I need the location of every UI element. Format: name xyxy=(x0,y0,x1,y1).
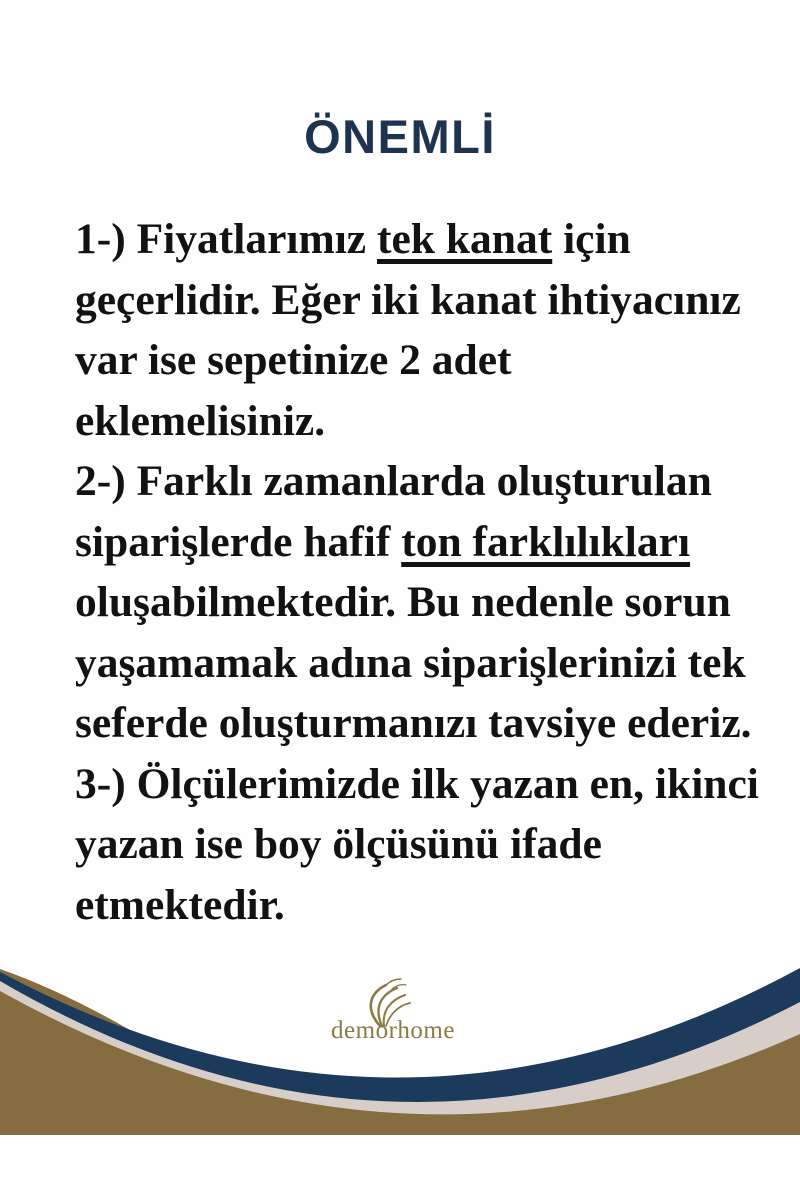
notice-line-6-text: siparişlerde hafif xyxy=(75,517,402,566)
notice-line-4-text: eklemelisiniz. xyxy=(75,396,326,445)
notice-line-9-text: seferde oluşturmanızı tavsiye ederiz. xyxy=(75,699,752,747)
notice-line-5-text: 2-) Farklı zamanlarda oluşturulan xyxy=(75,457,712,505)
notice-line-1-text: 1-) Fiyatlarımız xyxy=(75,215,377,263)
notice-line-1-tail: için xyxy=(552,215,631,263)
notice-line-6-underlined: ton farklılıkları xyxy=(401,517,691,566)
notice-line-2-text: geçerlidir. Eğer iki kanat ihtiyacınız xyxy=(75,275,741,324)
notice-line-11-text: yazan ise boy ölçüsünü ifade xyxy=(75,820,602,868)
brand-name: demorhome xyxy=(331,1017,455,1044)
notice-line-7-text: oluşabilmektedir. Bu nedenle sorun xyxy=(75,578,731,626)
notice-line-3-text: var ise sepetinize 2 adet xyxy=(75,336,512,384)
notice-line-8-text: yaşamamak adına siparişlerinizi tek xyxy=(75,638,746,687)
notice-line-1-underlined: tek kanat xyxy=(376,215,553,263)
page-title: ÖNEMLİ xyxy=(304,110,496,163)
notice-line-10-text: 3-) Ölçülerimizde ilk yazan en, ikinci xyxy=(75,759,759,808)
notice-line-12-text: etmektedir. xyxy=(75,880,285,929)
